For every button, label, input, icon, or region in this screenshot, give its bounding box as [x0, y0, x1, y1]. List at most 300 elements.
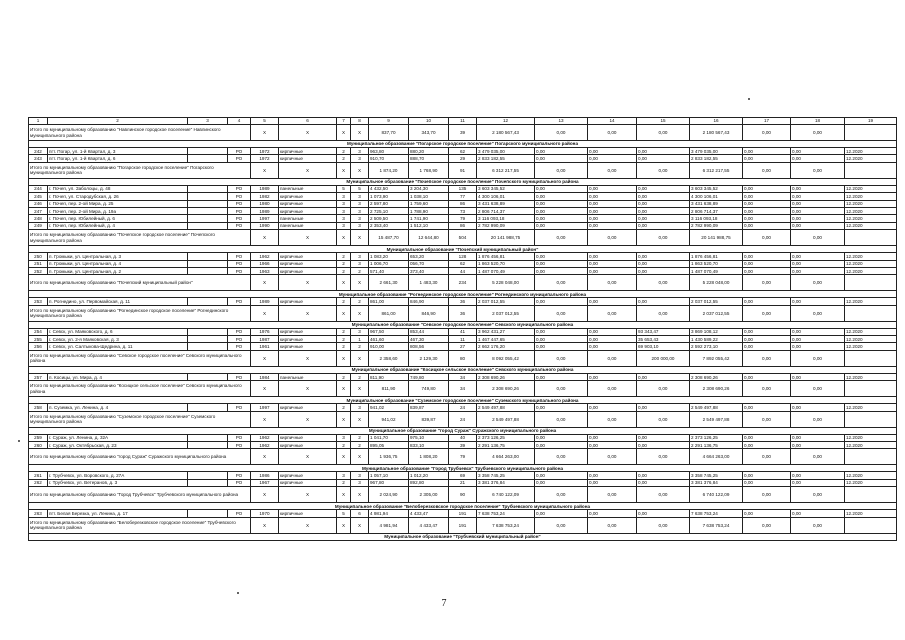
table-cell: 0,00: [791, 155, 845, 162]
table-cell: X: [251, 381, 279, 397]
table-cell: 12.2020: [845, 185, 897, 192]
table-row: [29, 373, 897, 380]
table-cell: 056,70: [409, 260, 449, 267]
table-cell: [845, 381, 897, 397]
column-number: 9: [369, 118, 409, 125]
table-cell: 0,00: [791, 162, 845, 178]
table-cell: 1 512,10: [409, 222, 449, 229]
table-cell: 0,00: [743, 479, 791, 486]
table-cell: 2: [351, 343, 369, 350]
table-cell: 1986: [251, 472, 279, 479]
column-number: 19: [845, 118, 897, 125]
table-cell: 2 806 714,37: [690, 207, 743, 214]
table-cell: 2 037 012,55: [690, 305, 743, 321]
table-cell: РО: [228, 267, 251, 274]
table-cell: 1 012,20: [409, 472, 449, 479]
table-cell: 0,00: [791, 267, 845, 274]
table-row: [29, 336, 897, 343]
table-cell: 242: [29, 148, 48, 155]
table-cell: 2 725,10: [369, 207, 409, 214]
table-cell: 244: [29, 185, 48, 192]
table-cell: кирпичные: [279, 260, 337, 267]
table-cell: 0,00: [535, 193, 588, 200]
table-cell: 12.2020: [845, 472, 897, 479]
table-cell: 3: [337, 215, 351, 222]
table-cell: 77: [449, 193, 477, 200]
table-cell: 811,90: [369, 381, 409, 397]
table-cell: 3: [351, 328, 369, 335]
table-cell: 0,00: [535, 343, 588, 350]
table-cell: 892,80: [409, 479, 449, 486]
table-cell: 0,00: [588, 162, 637, 178]
table-cell: 0,00: [535, 479, 588, 486]
table-cell: 261: [29, 472, 48, 479]
table-cell: 0,00: [588, 260, 637, 267]
table-cell: 0,00: [637, 193, 690, 200]
table-cell: 0,00: [791, 148, 845, 155]
table-cell: 1976: [251, 328, 279, 335]
table-cell: 0,00: [791, 222, 845, 229]
municipality-section-row: [29, 291, 897, 298]
table-cell: X: [337, 517, 351, 533]
municipality-section-row: [29, 141, 897, 148]
table-cell: п. Громыки, ул. Центральная, д. 3: [48, 253, 188, 260]
table-cell: 504: [449, 230, 477, 246]
table-cell: 2 549 497,88: [477, 404, 535, 411]
table-cell: 0,00: [791, 373, 845, 380]
table-cell: X: [251, 275, 279, 291]
table-cell: г. Севск, ул. Салтыкова-Щедрина, д. 11: [48, 343, 188, 350]
table-cell: 0,00: [791, 336, 845, 343]
municipality-section-row: [29, 533, 897, 540]
table-cell: 12.2020: [845, 148, 897, 155]
table-cell: 0,00: [743, 222, 791, 229]
municipality-section-row: [29, 178, 897, 185]
table-cell: 3 479 035,00: [690, 148, 743, 155]
table-cell: 0,00: [791, 253, 845, 260]
table-cell: 0,00: [743, 373, 791, 380]
table-cell: 0,00: [743, 148, 791, 155]
table-cell: панельные: [279, 215, 337, 222]
table-cell: 0,00: [791, 350, 845, 366]
table-cell: 27: [449, 343, 477, 350]
table-cell: 2 037 012,55: [477, 298, 535, 305]
municipality-section-row: [29, 427, 897, 434]
table-cell: РО: [228, 207, 251, 214]
table-cell: 2 833 182,55: [690, 155, 743, 162]
table-cell: 0,00: [791, 411, 845, 427]
table-cell: 0,00: [535, 336, 588, 343]
table-cell: 262: [29, 479, 48, 486]
table-cell: 0,00: [588, 200, 637, 207]
column-number: 13: [535, 118, 588, 125]
table-cell: 0,00: [743, 275, 791, 291]
table-cell: 44: [449, 267, 477, 274]
table-cell: X: [279, 517, 337, 533]
table-cell: 2: [337, 442, 351, 449]
table-cell: 3: [337, 207, 351, 214]
table-cell: кирпичные: [279, 479, 337, 486]
table-cell: 2 291 136,75: [690, 442, 743, 449]
table-cell: 2 291 136,75: [477, 442, 535, 449]
table-row: [29, 328, 897, 335]
scan-speck: [237, 592, 239, 594]
table-cell: 12.2020: [845, 253, 897, 260]
table-cell: кирпичные: [279, 207, 337, 214]
table-cell: 1967: [251, 479, 279, 486]
table-cell: 1 863 520,70: [690, 260, 743, 267]
table-cell: РО: [228, 200, 251, 207]
table-cell: 2 782 990,09: [477, 222, 535, 229]
municipality-section-row: [29, 246, 897, 253]
table-cell: 3 358 745,25: [690, 472, 743, 479]
table-cell: 0,00: [791, 510, 845, 517]
table-cell: 41: [449, 328, 477, 335]
table-cell: 3: [351, 479, 369, 486]
table-cell: 3 479 035,00: [477, 148, 535, 155]
table-cell: 34: [449, 381, 477, 397]
column-number: 7: [337, 118, 351, 125]
table-cell: 4 664 263,00: [477, 449, 535, 465]
table-row: [29, 442, 897, 449]
table-cell: 36: [449, 298, 477, 305]
table-cell: 2 308 690,26: [477, 381, 535, 397]
table-row: [29, 193, 897, 200]
table-cell: 35 653,43: [637, 336, 690, 343]
table-cell: 853,44: [409, 328, 449, 335]
table-cell: 846,90: [409, 305, 449, 321]
table-cell: 257: [29, 373, 48, 380]
table-cell: 0,00: [588, 275, 637, 291]
table-cell: 0,00: [743, 207, 791, 214]
scan-speck: [748, 98, 750, 100]
table-cell: X: [251, 517, 279, 533]
table-cell: 0,00: [588, 267, 637, 274]
subtotal-label: Итого по муниципальному образованию "Рогнединское городское поселение" Рогнединского муниципального района: [29, 305, 251, 321]
table-cell: 79: [449, 449, 477, 465]
table-cell: [188, 185, 228, 192]
table-cell: [845, 305, 897, 321]
table-cell: 1 768,90: [409, 162, 449, 178]
table-cell: [188, 260, 228, 267]
table-cell: 1961: [251, 343, 279, 350]
table-cell: 808,56: [409, 343, 449, 350]
table-cell: г. Севск, ул. 2-я Маяковская, д. 3: [48, 336, 188, 343]
table-cell: 4 432,50: [369, 185, 409, 192]
table-cell: X: [351, 275, 369, 291]
table-cell: 1 876 456,81: [690, 253, 743, 260]
table-cell: 248: [29, 215, 48, 222]
section-title: Муниципальное образование "Почепское городское поселение" Почепского муниципального района: [29, 178, 897, 185]
table-cell: 4 300 106,01: [690, 193, 743, 200]
table-cell: X: [351, 517, 369, 533]
table-cell: 0,00: [743, 411, 791, 427]
table-cell: 254: [29, 328, 48, 335]
table-cell: 2: [337, 328, 351, 335]
table-cell: 1997: [251, 215, 279, 222]
table-cell: 0,00: [637, 434, 690, 441]
table-cell: 39: [449, 125, 477, 141]
table-cell: 2 661,30: [369, 275, 409, 291]
table-cell: 249: [29, 222, 48, 229]
table-row: [29, 207, 897, 214]
column-number: 8: [351, 118, 369, 125]
table-cell: 1 483,30: [409, 275, 449, 291]
table-cell: 2: [337, 336, 351, 343]
table-cell: г. Почеп, пер. 2-ой Мира, д. 25: [48, 200, 188, 207]
table-cell: РО: [228, 442, 251, 449]
table-cell: 3 204,30: [409, 185, 449, 192]
column-number: 2: [48, 118, 188, 125]
table-cell: 0,00: [637, 487, 690, 503]
table-cell: 0,00: [588, 222, 637, 229]
table-cell: 2 129,30: [409, 350, 449, 366]
table-cell: 0,00: [535, 253, 588, 260]
section-title: Муниципальное образование "Косицкое сельское поселение" Севского муниципального района: [29, 366, 897, 373]
subtotal-label: Итого по муниципальному образованию "Севское городское поселение" Севского муниципального района: [29, 350, 251, 366]
table-cell: 7 638 753,24: [690, 510, 743, 517]
table-cell: 4 981,94: [369, 517, 409, 533]
table-cell: 0,00: [743, 404, 791, 411]
table-cell: 3 116 093,18: [477, 215, 535, 222]
table-cell: 7 638 753,24: [477, 517, 535, 533]
table-cell: 1 057,10: [369, 472, 409, 479]
table-cell: 0,00: [791, 193, 845, 200]
table-cell: п. Громыки, ул. Центральная, д. 2: [48, 267, 188, 274]
table-cell: 2: [351, 373, 369, 380]
table-cell: кирпичные: [279, 442, 337, 449]
table-cell: 12.2020: [845, 200, 897, 207]
table-cell: 0,00: [637, 222, 690, 229]
table-cell: 0,00: [588, 517, 637, 533]
table-cell: [188, 298, 228, 305]
table-cell: 0,00: [743, 336, 791, 343]
table-cell: кирпичные: [279, 404, 337, 411]
table-cell: г. Почеп, пер. Юбилейный, д. 6: [48, 215, 188, 222]
table-cell: 0,00: [743, 305, 791, 321]
table-cell: X: [337, 275, 351, 291]
table-cell: 1972: [251, 155, 279, 162]
table-cell: 2 509,50: [369, 215, 409, 222]
table-cell: 24: [449, 404, 477, 411]
table-cell: РО: [228, 148, 251, 155]
table-cell: X: [351, 449, 369, 465]
table-cell: 467,30: [409, 336, 449, 343]
table-cell: X: [251, 230, 279, 246]
table-cell: 21: [449, 479, 477, 486]
subtotal-label: Итого по муниципальному образованию "Погарское городское поселение" Погарского муниципального района: [29, 162, 251, 178]
table-cell: [845, 125, 897, 141]
table-cell: 1987: [251, 336, 279, 343]
table-cell: 749,80: [409, 381, 449, 397]
table-cell: РО: [228, 434, 251, 441]
table-cell: 0,00: [637, 162, 690, 178]
table-cell: 0,00: [535, 215, 588, 222]
table-cell: [188, 328, 228, 335]
table-row: [29, 472, 897, 479]
table-cell: п. Рогнедино, ул. Первомайская, д. 11: [48, 298, 188, 305]
table-cell: 0,00: [588, 487, 637, 503]
table-cell: 0,00: [588, 253, 637, 260]
table-cell: [188, 479, 228, 486]
table-cell: 3 116 093,18: [690, 215, 743, 222]
table-cell: РО: [228, 155, 251, 162]
table-cell: 0,00: [791, 275, 845, 291]
table-cell: 258: [29, 404, 48, 411]
column-number: 4: [228, 118, 251, 125]
table-cell: 39: [449, 442, 477, 449]
table-cell: 0,00: [588, 185, 637, 192]
table-cell: 0,00: [743, 193, 791, 200]
table-cell: 7 638 753,24: [690, 517, 743, 533]
column-number: 15: [637, 118, 690, 125]
table-cell: 839,87: [409, 404, 449, 411]
table-cell: 0,00: [535, 449, 588, 465]
table-cell: [188, 442, 228, 449]
table-cell: 0,00: [535, 434, 588, 441]
table-cell: 0,00: [535, 305, 588, 321]
table-cell: пгт. Погар, ул. 1-й Квартал, д. 3: [48, 148, 188, 155]
table-cell: X: [337, 449, 351, 465]
table-cell: X: [279, 487, 337, 503]
table-cell: РО: [228, 404, 251, 411]
table-cell: 1 936,75: [369, 449, 409, 465]
table-cell: 4 664 263,00: [690, 449, 743, 465]
table-cell: 243: [29, 155, 48, 162]
table-cell: X: [251, 162, 279, 178]
subtotal-row: [29, 517, 897, 533]
table-cell: РО: [228, 343, 251, 350]
table-cell: 40: [449, 434, 477, 441]
table-cell: 2: [337, 267, 351, 274]
table-cell: 0,00: [637, 517, 690, 533]
table-cell: г. Трубчевск, ул. Воровского, д. 27А: [48, 472, 188, 479]
table-cell: 0,00: [791, 185, 845, 192]
table-cell: 3 869 108,12: [690, 328, 743, 335]
table-cell: 1 759,60: [409, 200, 449, 207]
table-cell: 128: [449, 253, 477, 260]
table-cell: 0,00: [535, 275, 588, 291]
section-title: Муниципальное образование "Белоберезковское городское поселение" Трубчевского муниципального района: [29, 503, 897, 510]
table-cell: 0,00: [637, 260, 690, 267]
table-cell: 1 741,90: [409, 215, 449, 222]
table-cell: 0,00: [791, 404, 845, 411]
table-cell: кирпичные: [279, 434, 337, 441]
table-cell: 3: [351, 155, 369, 162]
table-cell: 2 358,60: [369, 350, 409, 366]
table-cell: X: [337, 487, 351, 503]
table-cell: 1 038,10: [409, 193, 449, 200]
table-cell: 1962: [251, 434, 279, 441]
table-cell: X: [279, 125, 337, 141]
table-cell: 29: [449, 155, 477, 162]
column-number: 10: [409, 118, 449, 125]
table-cell: 1980: [251, 200, 279, 207]
column-number: 3: [188, 118, 228, 125]
table-cell: г. Трубчевск, ул. Ветеранов, д. 3: [48, 479, 188, 486]
table-cell: 0,00: [535, 260, 588, 267]
table-cell: 0,00: [535, 411, 588, 427]
table-cell: X: [337, 125, 351, 141]
table-cell: 0,00: [637, 479, 690, 486]
table-cell: 2 592 273,10: [690, 343, 743, 350]
table-cell: 0,00: [637, 207, 690, 214]
section-title: Муниципальное образование "Погарское городское поселение" Погарского муниципального района: [29, 141, 897, 148]
table-cell: 5: [337, 510, 351, 517]
table-cell: 0,00: [535, 517, 588, 533]
table-cell: 0,00: [791, 479, 845, 486]
table-cell: кирпичные: [279, 336, 337, 343]
table-cell: [188, 373, 228, 380]
table-cell: 0,00: [535, 185, 588, 192]
table-cell: [845, 411, 897, 427]
table-cell: 2: [351, 267, 369, 274]
table-cell: 0,00: [535, 442, 588, 449]
table-cell: [188, 434, 228, 441]
table-cell: 5: [351, 185, 369, 192]
table-cell: X: [337, 411, 351, 427]
table-cell: 12.2020: [845, 155, 897, 162]
table-cell: [188, 155, 228, 162]
table-cell: РО: [228, 328, 251, 335]
table-cell: 6 740 122,09: [690, 487, 743, 503]
table-cell: 12.2020: [845, 442, 897, 449]
table-cell: 1962: [251, 253, 279, 260]
table-cell: 3 381 376,84: [690, 479, 743, 486]
table-cell: X: [279, 381, 337, 397]
table-cell: 3 431 638,89: [690, 200, 743, 207]
table-cell: 0,00: [637, 404, 690, 411]
column-number: 5: [251, 118, 279, 125]
table-cell: 93 343,47: [637, 328, 690, 335]
table-cell: 12.2020: [845, 328, 897, 335]
table-cell: 62: [449, 148, 477, 155]
table-cell: 12.2020: [845, 207, 897, 214]
table-cell: 234: [449, 275, 477, 291]
table-cell: 0,00: [637, 125, 690, 141]
table-cell: 12.2020: [845, 479, 897, 486]
table-row: [29, 155, 897, 162]
table-cell: 2 180 567,43: [690, 125, 743, 141]
table-cell: РО: [228, 260, 251, 267]
table-cell: 0,00: [535, 373, 588, 380]
table-cell: 0,00: [791, 125, 845, 141]
section-title: Муниципальное образование "Севское городское поселение" Севского муниципального района: [29, 321, 897, 328]
table-cell: 1963: [251, 267, 279, 274]
table-cell: 0,00: [791, 472, 845, 479]
table-cell: г. Сураж, ул. Ленина, д. 32А: [48, 434, 188, 441]
table-cell: 6 312 217,55: [690, 162, 743, 178]
table-cell: [845, 275, 897, 291]
table-cell: 1 876 456,81: [477, 253, 535, 260]
subtotal-row: [29, 305, 897, 321]
table-cell: 343,70: [409, 125, 449, 141]
municipality-section-row: [29, 397, 897, 404]
table-cell: 0,00: [535, 350, 588, 366]
table-cell: 1 073,90: [369, 193, 409, 200]
table-cell: 0,00: [791, 343, 845, 350]
table-cell: 2: [351, 434, 369, 441]
table-cell: кирпичные: [279, 148, 337, 155]
table-cell: 5: [337, 185, 351, 192]
table-row: [29, 434, 897, 441]
table-cell: 1 487 070,49: [690, 267, 743, 274]
municipality-section-row: [29, 465, 897, 472]
table-cell: 2 373 126,25: [477, 434, 535, 441]
column-number: 14: [588, 118, 637, 125]
table-cell: 259: [29, 434, 48, 441]
table-cell: 0,00: [637, 275, 690, 291]
